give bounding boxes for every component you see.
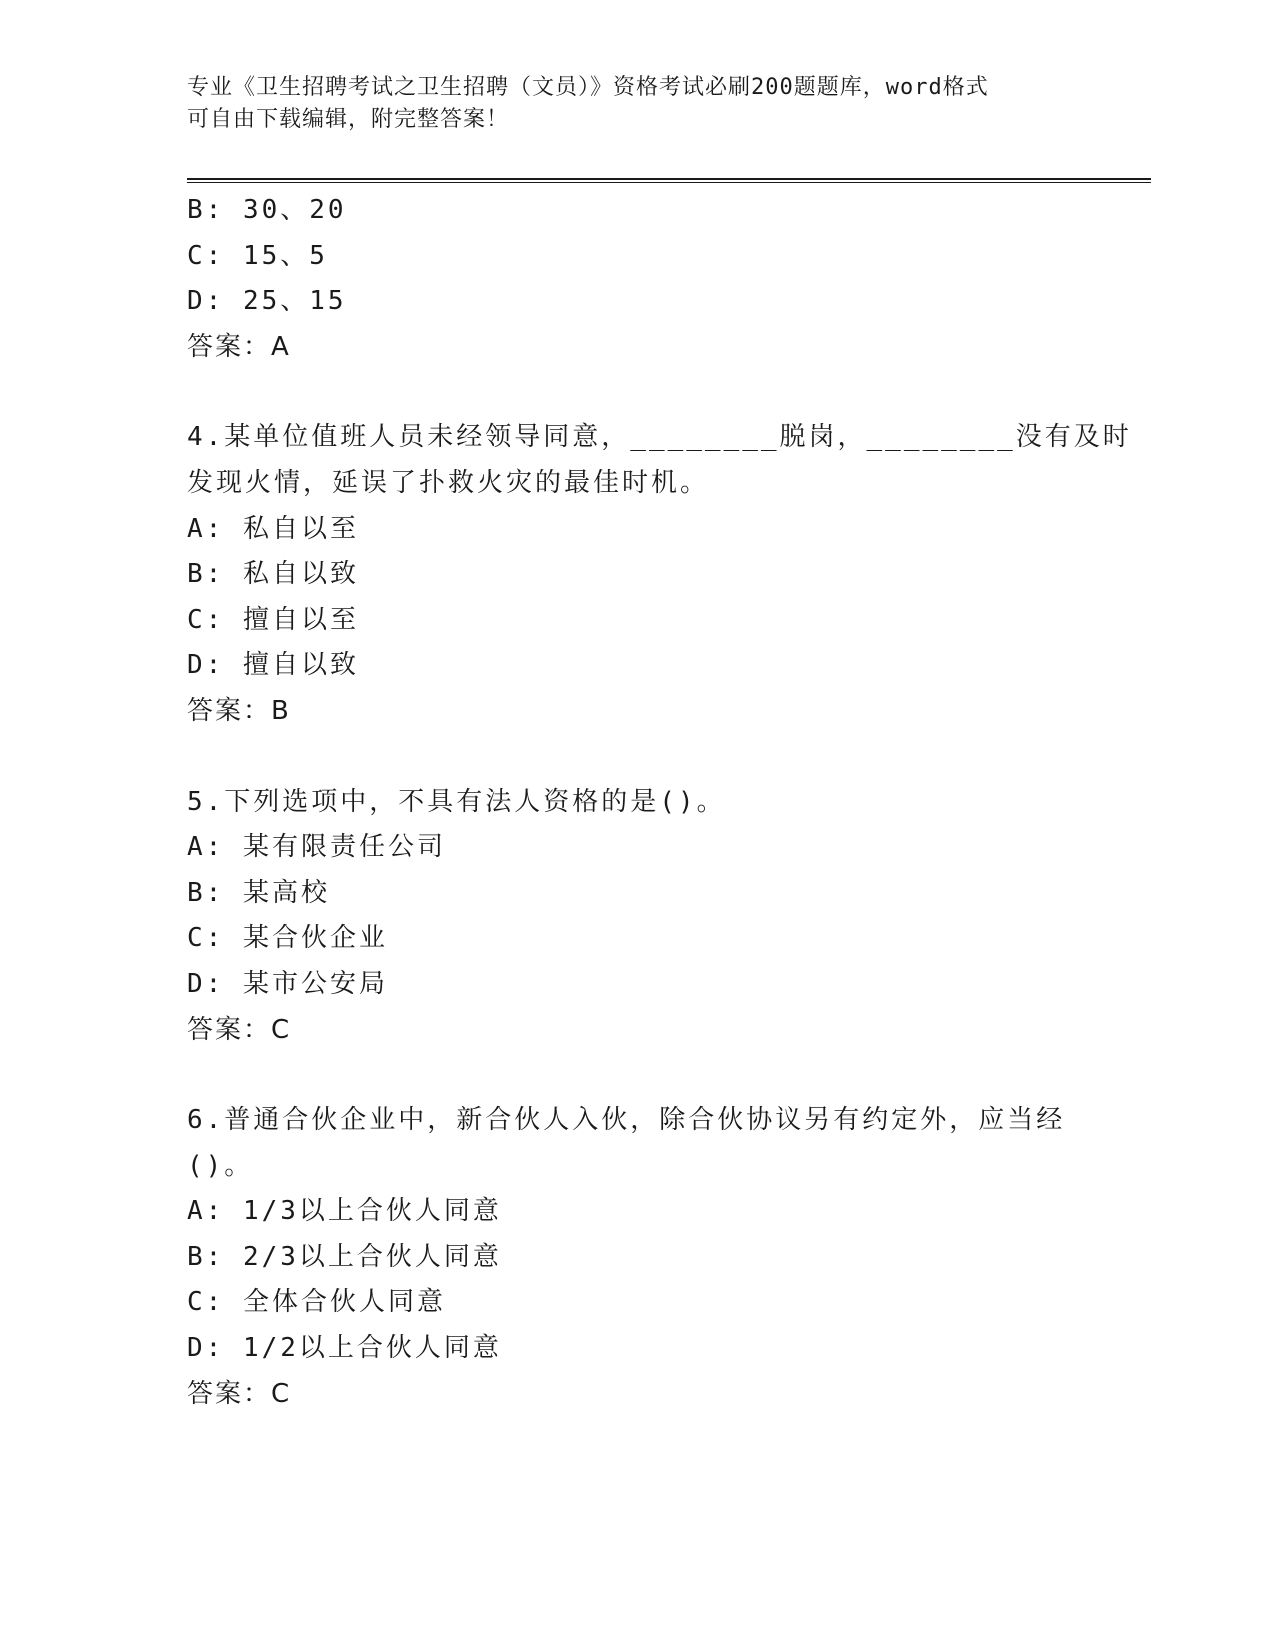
answer: 答案：C	[187, 1378, 292, 1409]
option-a: A: 某有限责任公司	[187, 832, 446, 863]
answer: 答案：B	[187, 695, 291, 726]
page-header	[187, 72, 1067, 136]
spacer	[187, 735, 1067, 780]
option-a: A: 1/3以上合伙人同意	[187, 1196, 502, 1227]
header-line-1: 专业《卫生招聘考试之卫生招聘（文员）》资格考试必刷200题题库，word格式	[187, 75, 989, 100]
option-d: D: 25、15	[187, 286, 347, 317]
option-d: D: 某市公安局	[187, 968, 388, 999]
spacer	[187, 1053, 1067, 1098]
question-4	[187, 415, 1132, 734]
option-b: B: 某高校	[187, 877, 330, 908]
header-divider	[187, 178, 1151, 183]
option-c: C: 全体合伙人同意	[187, 1287, 446, 1318]
question-stem: 4.某单位值班人员未经领导同意，________脱岗，________没有及时	[187, 422, 1132, 453]
option-d: D: 1/2以上合伙人同意	[187, 1333, 502, 1364]
option-c: C: 15、5	[187, 240, 328, 271]
question-stem-continued: ()。	[187, 1150, 254, 1181]
question-stem: 5.下列选项中，不具有法人资格的是()。	[187, 786, 726, 817]
option-b: B: 2/3以上合伙人同意	[187, 1241, 502, 1272]
option-b: B: 私自以致	[187, 559, 359, 590]
answer: 答案：C	[187, 1014, 292, 1045]
question-6	[187, 1098, 1067, 1417]
spacer	[187, 370, 1067, 415]
option-c: C: 擅自以至	[187, 604, 359, 635]
question-3-continuation	[187, 188, 1067, 370]
option-a: A: 私自以至	[187, 513, 359, 544]
option-b: B: 30、20	[187, 195, 347, 225]
answer: 答案：A	[187, 331, 291, 362]
question-stem: 6.普通合伙企业中，新合伙人入伙，除合伙协议另有约定外，应当经	[187, 1105, 1066, 1136]
question-stem-continued: 发现火情，延误了扑救火灾的最佳时机。	[187, 467, 710, 498]
header-line-2: 可自由下载编辑，附完整答案！	[187, 107, 510, 132]
question-5	[187, 780, 1067, 1054]
option-c: C: 某合伙企业	[187, 923, 388, 954]
option-d: D: 擅自以致	[187, 650, 359, 681]
question-content	[187, 188, 1132, 1417]
